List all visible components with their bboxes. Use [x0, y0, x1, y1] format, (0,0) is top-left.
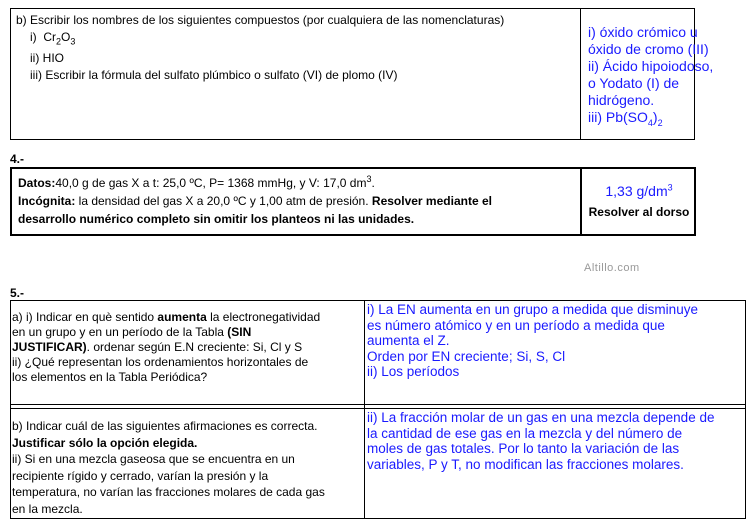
q5a-answer-line: i) La EN aumenta en un grupo a medida que disminuye: [367, 302, 698, 317]
q5-table-row-divider-inner: [10, 408, 746, 409]
q3-answer-iii: iii) $Pb(SO_4)_2$: [588, 109, 663, 128]
q5a-question: a) i) Indicar en què sentido aumenta la electronegatividad en un grupo y en un período de la Tabla (SIN JUSTIFICAR). ordenar según E.N creciente: Si, Cl y S ii) ¿Qué representan los ordenamientos horizontales de los elementos en la Tabla Periódica?: [12, 310, 321, 384]
watermark-text: Altillo.com: [584, 262, 640, 274]
q3-item-ii: ii) HIO: [30, 51, 64, 65]
q3-answer-line: hidrógeno.: [588, 92, 655, 108]
q3-answer-line: o Yodato (I) de: [588, 75, 680, 91]
q3-item-i: i) $Cr_2O_3$: [30, 30, 76, 47]
q5b-answer-line: moles de gas totales. Por lo tanto la variación de las: [367, 441, 680, 456]
q5b-answer-line: variables, P y T, no modifican las fracciones molares.: [367, 456, 684, 472]
q5-number: 5.-: [10, 286, 25, 300]
q3-item-iii: iii) Escribir la fórmula del sulfato plúmbico o sulfato (VI) de plomo (IV): [30, 68, 398, 82]
q3-question-text: b) Escribir los nombres de los siguientes compuestos (por cualquiera de las nomenclaturas): [16, 13, 505, 27]
q4-incognita: Incógnita: la densidad del gas X a 20,0 ºC y 1,00 atm de presión. Resolver mediante el: [18, 194, 492, 208]
q5b-answer: [367, 410, 745, 472]
q5b-answer-line: la cantidad de ese gas en la mezcla y del número de: [367, 425, 683, 441]
q3-answer-line: óxido de cromo (III): [588, 41, 709, 57]
q5a-answer: [367, 302, 745, 380]
q4-divider: [580, 169, 582, 234]
q5b-question: b) Indicar cuál de las siguientes afirmaciones es correcta. Justificar sólo la opción elegida. ii) Si en una mezcla gaseosa que se encuentra en un recipiente rígido y cerrado, varían la presión y la temperatura, no varían las fracciones molares de cada gas en la mezcla.: [12, 419, 325, 516]
q3-answer-text: [588, 24, 713, 126]
q5a-answer-line: aumenta el Z.: [367, 333, 450, 348]
q5-table-row-divider: [10, 404, 746, 405]
q5b-answer-line: ii) La fracción molar de un gas en una mezcla depende de: [367, 410, 715, 425]
q4-incognita-cont: desarrollo numérico completo sin omitir los planteos ni las unidades.: [18, 212, 415, 226]
q4-datos: Datos:40,0 g de gas X a t: 25,0 ºC, P= 1368 mmHg, y V: 17,0 $dm^3$.: [18, 174, 375, 190]
q5a-answer-line: es número atómico y en un período a medida que: [367, 317, 665, 333]
q3-answer-line: ii) Ácido hipoiodoso,: [588, 58, 714, 74]
q4-answer-note: Resolver al dorso: [588, 205, 690, 219]
q5a-answer-line: Orden por EN creciente; Si, S, Cl: [367, 348, 566, 364]
q4-number: 4.-: [10, 152, 25, 166]
q5-table-column-divider: [364, 300, 365, 519]
q4-answer-value: 1,33 $g/dm^3$: [605, 182, 673, 199]
q3-answer-line: i) óxido crómico u: [588, 24, 698, 40]
q5a-answer-line: ii) Los períodos: [367, 364, 460, 379]
